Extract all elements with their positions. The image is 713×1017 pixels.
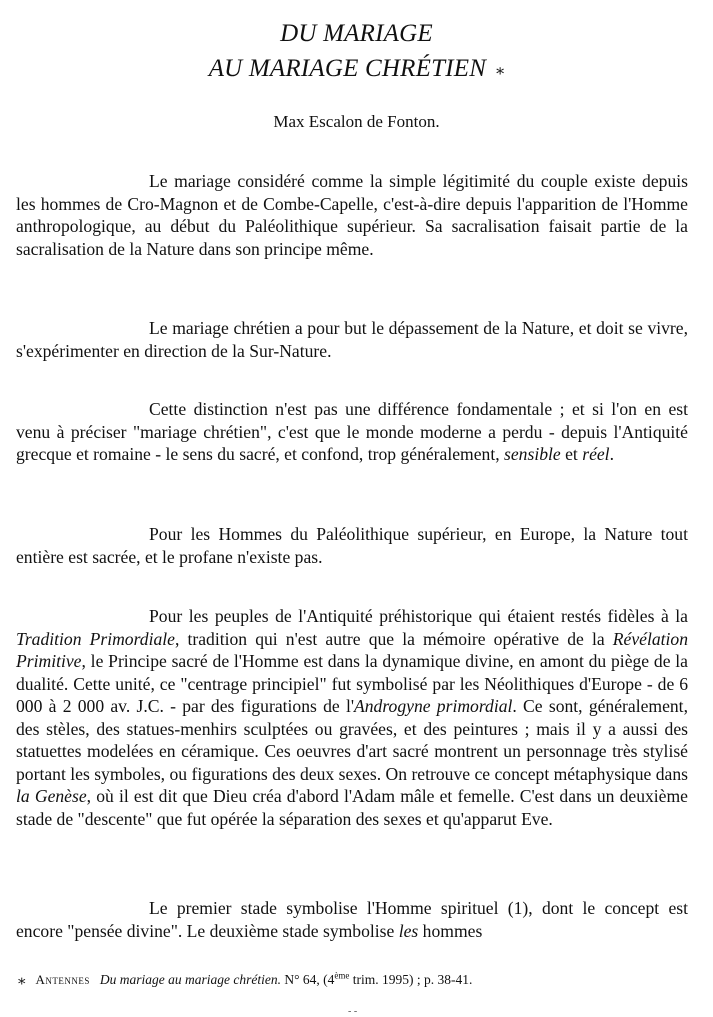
paragraph-5 bbox=[16, 605, 688, 830]
paragraph-2-text: Le mariage chrétien a pour but le dépassement de la Nature, et doit se vivre, s'expérimenter en direction de la Sur-Nature. bbox=[16, 318, 688, 361]
paragraph-6-text-a: Le premier stade symbolise l'Homme spirituel (1), dont le concept est encore "pensée divine". Le deuxième stade symbolise bbox=[16, 898, 688, 941]
footnote-article-title: Du mariage au mariage chrétien. bbox=[99, 972, 281, 987]
paragraph-3-emphasis-reel: réel bbox=[582, 444, 610, 464]
footnote-number: N° 64, (4 bbox=[284, 972, 335, 987]
paragraph-5-text-d: . Ce sont, généralement, des stèles, des statues-menhirs sculptées ou gravées, et des peintures ; mais il y a aussi des statuettes modelées en céramique. Ces oeuvres d'art sacré montrent un personnage très stylisé portant les symboles, ou figurations des deux sexes. On retrouve ce concept métaphysique dans bbox=[16, 696, 688, 784]
paragraph-5-text-e: , où il est dit que Dieu créa d'abord l'Adam mâle et femelle. C'est dans un deuxième stade de "descente" que fut opérée la séparation des sexes et qu'apparut Eve. bbox=[16, 786, 688, 829]
paragraph-3 bbox=[16, 398, 688, 466]
paragraph-5-text-b: , tradition qui n'est autre que la mémoire opérative de la bbox=[174, 628, 613, 649]
title-line-2 bbox=[0, 55, 713, 84]
paragraph-5-text-a: Pour les peuples de l'Antiquité préhistorique qui étaient restés fidèles à la bbox=[149, 606, 688, 626]
paragraph-4-text: Pour les Hommes du Paléolithique supérieur, en Europe, la Nature tout entière est sacrée, et le profane n'existe pas. bbox=[16, 524, 688, 567]
page-mark: - - bbox=[348, 1006, 358, 1017]
footnote-superscript: ème bbox=[334, 970, 350, 981]
paragraph-1 bbox=[16, 170, 688, 260]
title-line-2-text: AU MARIAGE CHRÉTIEN bbox=[208, 55, 487, 82]
paragraph-1-text: Le mariage considéré comme la simple légitimité du couple existe depuis les hommes de Cro-Magnon et de Combe-Capelle, c'est-à-dire depuis l'apparition de l'Homme anthropologique, au début du Paléolithique supérieur. Sa sacralisation faisait partie de la sacralisation de la Nature dans son principe même. bbox=[16, 171, 688, 259]
footnote-rest: trim. 1995) ; p. 38-41. bbox=[349, 972, 473, 987]
footnote-journal: Antennes bbox=[35, 972, 90, 987]
author-name: Max Escalon de Fonton. bbox=[273, 112, 440, 131]
paragraph-3-text-b: et bbox=[560, 444, 583, 464]
paragraph-5-emphasis-genese: la Genèse bbox=[16, 786, 87, 806]
paragraph-5-emphasis-revelation: Révélation Primitive bbox=[16, 628, 688, 671]
paragraph-2 bbox=[16, 317, 688, 362]
paragraph-6-text-b: hommes bbox=[418, 920, 483, 941]
paragraph-6-emphasis-les: les bbox=[398, 920, 419, 941]
footnote bbox=[18, 970, 698, 989]
footnote-marker-asterisk: ⁎ bbox=[496, 61, 505, 78]
paragraph-5-text-c: , le Principe sacré de l'Homme est dans la dynamique divine, en amont du piège de la dualité. Cette unité, ce "centrage principiel" fut symbolisé par les Néolithiques d'Europe - de 6 000 à 2 000 av. J.C. - par des figurations de l' bbox=[16, 651, 688, 716]
paragraph-3-text-a: Cette distinction n'est pas une différence fondamentale ; et si l'on en est venu à préciser "mariage chrétien", c'est que le monde moderne a perdu - depuis l'Antiquité grecque et romaine - le sens du sacré, et confond, trop généralement, bbox=[16, 399, 688, 464]
paragraph-5-emphasis-androgyne: Androgyne primordial bbox=[354, 696, 513, 716]
title-line-1-text: DU MARIAGE bbox=[280, 20, 433, 47]
paragraph-3-text-c: . bbox=[609, 444, 614, 464]
paragraph-3-emphasis-sensible: sensible bbox=[504, 444, 561, 464]
paragraph-5-emphasis-tradition: Tradition Primordiale bbox=[16, 628, 175, 649]
title-line-1 bbox=[0, 20, 713, 48]
footnote-asterisk: ⁎ bbox=[18, 972, 26, 988]
paragraph-4 bbox=[16, 523, 688, 568]
paragraph-6 bbox=[16, 897, 688, 942]
